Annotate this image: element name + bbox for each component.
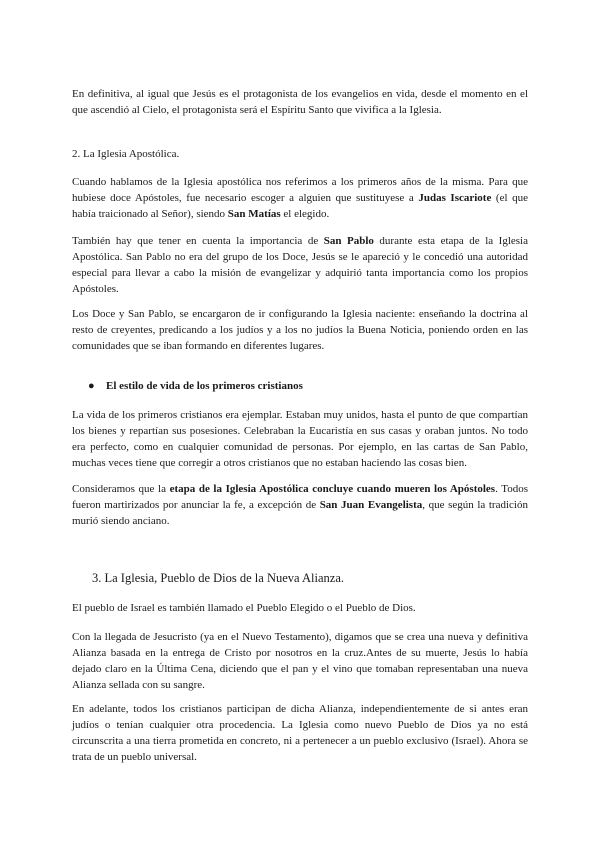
- bold-san-matias: San Matías: [227, 208, 281, 220]
- bullet-icon: ●: [88, 380, 95, 392]
- paragraph-text: , que según la tradición murió siendo anciano.: [72, 499, 528, 527]
- paragraph-text: el elegido.: [280, 208, 330, 220]
- paragraph-text: Cuando hablamos de la Iglesia apostólica nos referimos a los primeros años de la misma. Para que hubiese doce Apóstoles, fue necesario escoger a alguien que sustituyese a: [72, 176, 528, 204]
- paragraph-nueva-alianza: Con la llegada de Jesucristo (ya en el Nuevo Testamento), digamos que se crea una nueva y definitiva Alianza basada en la entrega de Cristo por nosotros en la cruz.Antes de su muerte, Jesús lo había dejado claro en la Última Cena, diciendo que el pan y el vino que tomaban representaban una nueva Alianza sellada con su sangre.: [72, 631, 528, 691]
- bold-etapa-concluye: etapa de la Iglesia Apostólica concluye cuando mueren los Apóstoles: [169, 483, 496, 495]
- paragraph-conclusion-etapa: [72, 481, 528, 529]
- section-3-heading: 3. La Iglesia, Pueblo de Dios de la Nueva Alianza.: [92, 571, 345, 585]
- paragraph-text: También hay que tener en cuenta la importancia de: [72, 235, 324, 247]
- bullet-text: El estilo de vida de los primeros cristianos: [106, 380, 303, 392]
- bold-san-pablo: San Pablo: [323, 235, 374, 247]
- bold-san-juan: San Juan Evangelista: [319, 499, 423, 511]
- paragraph-san-pablo: [72, 233, 528, 297]
- paragraph-doce-y-pablo: Los Doce y San Pablo, se encargaron de ir configurando la Iglesia naciente: enseñando la doctrina al resto de creyentes, predicando a los judíos y a los no judíos la Buena Noticia, poniendo orden en las comunidades que se iban formando en diferentes lugares.: [72, 308, 528, 352]
- paragraph-pueblo-israel: El pueblo de Israel es también llamado el Pueblo Elegido o el Pueblo de Dios.: [72, 602, 416, 614]
- paragraph-pueblo-universal: En adelante, todos los cristianos participan de dicha Alianza, independientemente de si antes eran judíos o tenían cualquier otra procedencia. La Iglesia como nuevo Pueblo de Dios ya no está circunscrita a una tierra prometida en concreto, ni a pertenecer a un pueblo exclusivo (Israel). Ahora se trata de un pueblo universal.: [72, 703, 528, 763]
- paragraph-vida-cristianos: La vida de los primeros cristianos era ejemplar. Estaban muy unidos, hasta el punto de que compartían los bienes y repartían sus posesiones. Celebraban la Eucaristía en sus casas y oraban juntos. No todo era perfecto, como en cualquier comunidad de personas. Por ejemplo, en las cartas de San Pablo, muchas veces tiene que corregir a otros cristianos que no estaban haciendo las cosas bien.: [72, 409, 528, 469]
- paragraph-apostolic-church: [72, 174, 528, 222]
- paragraph-text: Consideramos que la: [72, 483, 170, 495]
- bold-judas: Judas Iscariote: [418, 192, 492, 204]
- paragraph-text: durante esta etapa de la Iglesia Apostólica. San Pablo no era del grupo de los Doce, Jesús se le apareció y le concedió una autoridad especial para llevar a cabo la misión de evangelizar y adquirió tanta importancia como los propios Apóstoles.: [72, 235, 528, 295]
- paragraph-text: (el que había traicionado al Señor), siendo: [72, 192, 528, 220]
- section-2-heading: 2. La Iglesia Apostólica.: [72, 148, 180, 160]
- bullet-item-estilo-vida: [88, 378, 544, 394]
- paragraph-text: . Todos fueron martirizados por anunciar la fe, a excepción de: [72, 483, 528, 511]
- intro-paragraph: En definitiva, al igual que Jesús es el protagonista de los evangelios en vida, desde el momento en el que ascendió al Cielo, el protagonista será el Espíritu Santo que vivifica a la Iglesia.: [72, 88, 528, 116]
